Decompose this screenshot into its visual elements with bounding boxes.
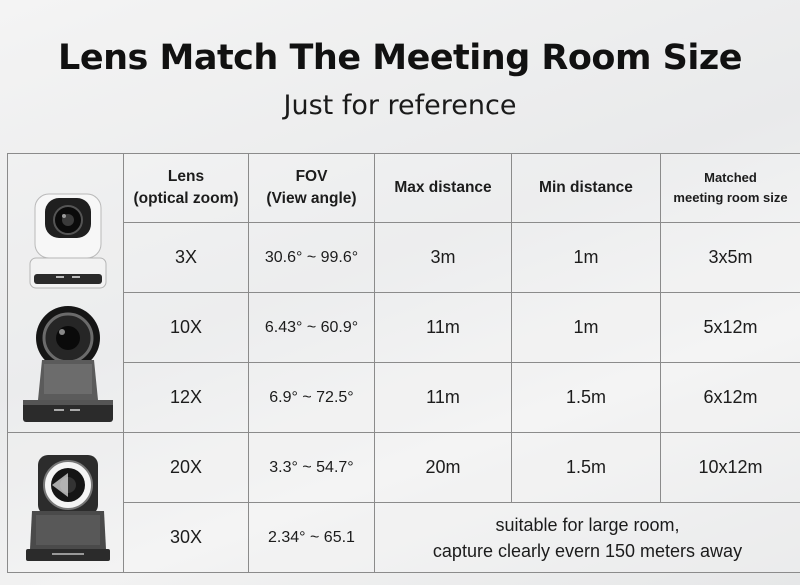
header-matched-label: Matched xyxy=(704,170,757,185)
fov-cell: 30.6° ~ 99.6° xyxy=(249,223,375,293)
note-line-1: suitable for large room, xyxy=(495,514,680,535)
dark-ptz-camera-icon xyxy=(22,453,114,563)
lens-cell: 12X xyxy=(124,363,249,433)
lens-cell: 3X xyxy=(124,223,249,293)
room-size-cell: 10x12m xyxy=(661,433,800,503)
fov-cell: 2.34° ~ 65.1 xyxy=(249,503,375,573)
header-lens xyxy=(124,154,249,223)
large-room-note-cell xyxy=(375,503,800,573)
header-fov-label: FOV xyxy=(295,168,328,185)
black-ptz-camera-icon xyxy=(20,304,116,426)
fov-cell: 6.9° ~ 72.5° xyxy=(249,363,375,433)
header-fov xyxy=(249,154,375,223)
lens-cell: 20X xyxy=(124,433,249,503)
camera-image-cell-bottom xyxy=(8,433,124,573)
table-row xyxy=(8,223,800,293)
room-size-cell: 3x5m xyxy=(661,223,800,293)
header-max-distance: Max distance xyxy=(375,154,512,223)
room-size-cell: 5x12m xyxy=(661,293,800,363)
lens-spec-table xyxy=(7,153,800,573)
fov-cell: 3.3° ~ 54.7° xyxy=(249,433,375,503)
header-matched-room xyxy=(661,154,800,223)
max-distance-cell: 3m xyxy=(375,223,512,293)
header-lens-sub: (optical zoom) xyxy=(133,190,239,207)
max-distance-cell: 11m xyxy=(375,293,512,363)
header-matched-sub: meeting room size xyxy=(673,190,788,205)
max-distance-cell: 20m xyxy=(375,433,512,503)
table-row xyxy=(8,363,800,433)
room-size-cell: 6x12m xyxy=(661,363,800,433)
header-fov-sub: (View angle) xyxy=(266,190,357,207)
min-distance-cell: 1.5m xyxy=(512,433,661,503)
max-distance-cell: 11m xyxy=(375,363,512,433)
page-title: Lens Match The Meeting Room Size xyxy=(58,38,742,78)
min-distance-cell: 1m xyxy=(512,223,661,293)
white-ptz-camera-icon xyxy=(20,188,116,300)
camera-image-cell-top xyxy=(8,154,124,433)
lens-cell: 10X xyxy=(124,293,249,363)
header-lens-label: Lens xyxy=(167,168,205,185)
page-subtitle: Just for reference xyxy=(283,90,517,121)
table-row xyxy=(8,503,800,573)
fov-cell: 6.43° ~ 60.9° xyxy=(249,293,375,363)
header-min-distance: Min distance xyxy=(512,154,661,223)
lens-cell: 30X xyxy=(124,503,249,573)
min-distance-cell: 1m xyxy=(512,293,661,363)
table-row xyxy=(8,293,800,363)
min-distance-cell: 1.5m xyxy=(512,363,661,433)
table-row xyxy=(8,433,800,503)
note-line-2: capture clearly evern 150 meters away xyxy=(432,540,743,561)
table-header-row xyxy=(8,154,800,223)
